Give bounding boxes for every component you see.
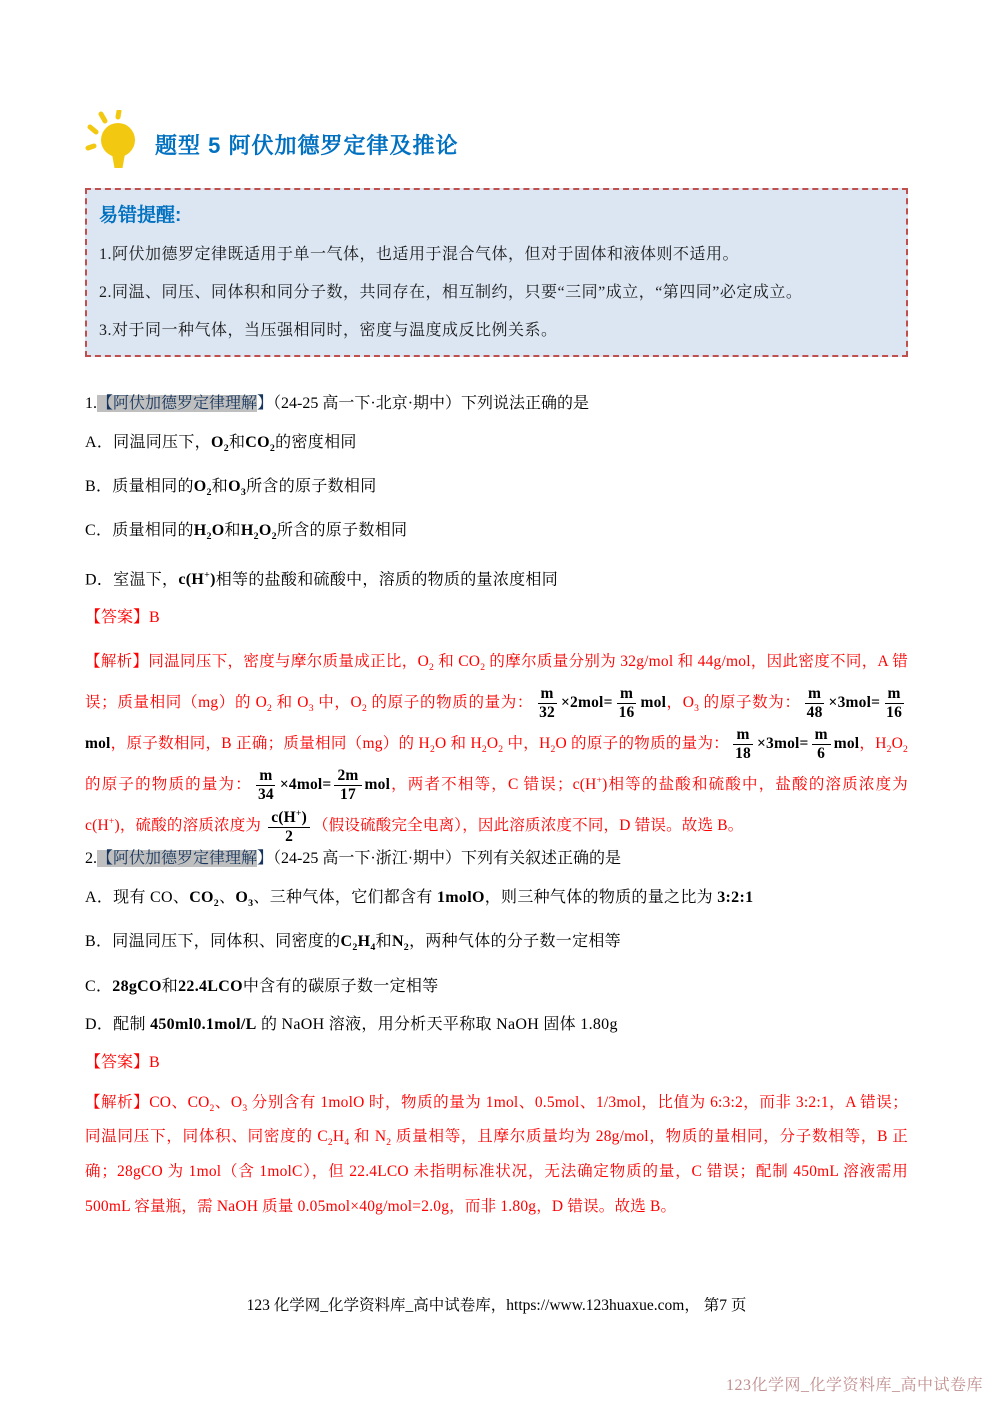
tip-item-1: 1.阿伏加德罗定律既适用于单一气体，也适用于混合气体，但对于固体和液体则不适用。 xyxy=(99,246,740,263)
question-1-option-b: B．质量相同的$O_2$和$O_3$所含的原子数相同 xyxy=(85,478,377,499)
question-1-analysis: 【解析】同温同压下，密度与摩尔质量成正比，$O_2$ 和 $CO_2$ 的摩尔质量分别为 32g/mol 和 44g/mol，因此密度不同，A 错误；质量相同（mg）的 $O_2$ 和 $O_3$ 中，$O_2$ 的原子的物质的量为： $\frac{m}{32}$ ×2mol= $\frac{m}{16}$ mol，$O_3$ 的原子数为： $\frac{m}{48}$ ×3mol= $\frac{m}{16}$ mol，原子数相同，B 正确；质量相同（mg）的 $H_2O$ 和 $H_2O_2$ 中，$H_2O$ 的原子的物质的量为： $\frac{m}{18}$ ×3mol= $\frac{m}{6}$ mol，$H_2O_2$ 的原子的物质的量为： $\frac{m}{34}$ ×4mol= $\frac{2m}{17}$ mol，两者不相等，C 错误；c(H+)相等的盐酸和硫酸中，盐酸的溶质浓度为 c(H+)，硫酸的溶质浓度为 $\frac{c(H^+)}{2}$ （假设硫酸完全电离），因此溶质浓度不同，D 错误。故选 B。 xyxy=(85,652,909,845)
lightbulb-icon xyxy=(85,110,141,179)
question-1-stem-text: （24-25 高一下·北京·期中）下列说法正确的是 xyxy=(273,395,590,412)
question-1-answer: 【答案】B xyxy=(85,608,160,626)
question-2-tag: 【阿伏加德罗定律理解 xyxy=(97,850,258,868)
section-title: 题型 5 阿伏加德罗定律及推论 xyxy=(155,132,459,158)
question-1-option-c: C．质量相同的$H_2O$和$H_2O_2$所含的原子数相同 xyxy=(85,522,408,543)
question-2 xyxy=(85,846,908,1224)
question-2-stem-text: （24-25 高一下·浙江·期中）下列有关叙述正确的是 xyxy=(273,850,622,868)
question-2-stem xyxy=(85,846,908,872)
question-2-number: 2. xyxy=(85,850,97,868)
page-footer: 123 化学网_化学资料库_高中试卷库，https://www.123huaxue.com， 第7 页 xyxy=(246,1297,747,1314)
question-2-option-d: D．配制 450ml0.1mol/L 的 NaOH 溶液，用分析天平称取 NaOH 固体 1.80g xyxy=(85,1015,618,1033)
tips-box-title: 易错提醒: xyxy=(99,205,182,226)
question-2-answer: 【答案】B xyxy=(85,1053,160,1071)
question-2-option-c: C．28gCO和22.4LCO中含有的碳原子数一定相等 xyxy=(85,977,439,995)
question-2-tag-close: 】 xyxy=(257,850,274,868)
question-1-option-d: D．室温下，c(H+)相等的盐酸和硫酸中，溶质的物质的量浓度相同 xyxy=(85,569,559,588)
question-1-number: 1. xyxy=(85,395,97,412)
question-2-analysis: 【解析】CO、$CO_2$、$O_3$ 分别含有 1molO 时，物质的量为 1mol、0.5mol、1/3mol，比值为 6:3:2，而非 3:2:1，A 错误；同温同压下，同体积、同密度的 $C_2H_4$ 和 $N_2$ 质量相等，且摩尔质量均为 28g/mol，物质的量相同，分子数相等，B 正确；28gCO 为 1mol（含 1molC），但 22.4LCO 未指明标准状况，无法确定物质的量，C 错误；配制 450mL 溶液需用 500mL 容量瓶，需 NaOH 质量 0.05mol×40g/mol=2.0g，而非 1.80g，D 错误。故选 B。 xyxy=(85,1093,908,1215)
tip-item-2: 2.同温、同压、同体积和同分子数，共同存在，相互制约，只要“三同”成立，“第四同”必定成立。 xyxy=(99,284,803,301)
question-1-option-a: A．同温同压下，$O_2$和$CO_2$的密度相同 xyxy=(85,434,357,455)
question-1-tag-close: 】 xyxy=(257,395,274,412)
question-2-option-a: A．现有 CO、$CO_2$、$O_3$、三种气体，它们都含有 1molO，则三种气体的物质的量之比为 3:2:1 xyxy=(85,889,754,910)
question-1-tag: 【阿伏加德罗定律理解 xyxy=(97,395,258,412)
tips-box xyxy=(85,188,908,357)
tip-item-3: 3.对于同一种气体，当压强相同时，密度与温度成反比例关系。 xyxy=(99,322,558,339)
question-2-option-b: B．同温同压下，同体积、同密度的$C_2H_4$和$N_2$，两种气体的分子数一定相等 xyxy=(85,933,621,954)
section-header xyxy=(85,112,908,176)
question-1-stem xyxy=(85,391,908,417)
question-1 xyxy=(85,391,908,846)
site-watermark: 123化学网_化学资料库_高中试卷库 xyxy=(725,1377,983,1394)
